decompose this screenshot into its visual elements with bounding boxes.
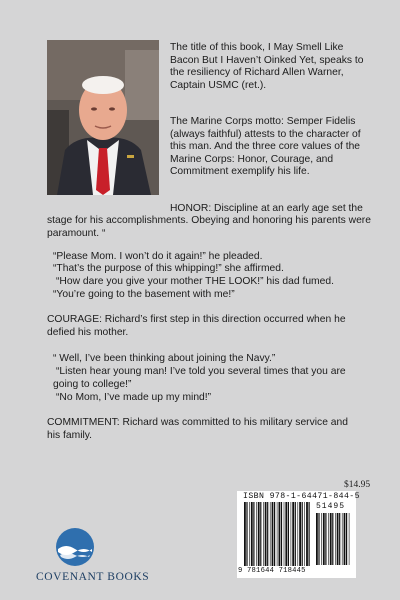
commitment-line: his family. bbox=[47, 430, 93, 441]
ean-bars bbox=[244, 502, 312, 566]
dialogue-line: “You’re going to the basement with me!” bbox=[53, 289, 235, 300]
isbn-text: ISBN 978-1-64471-844-5 bbox=[243, 492, 360, 501]
commitment-line: COMMITMENT: Richard was committed to his military service and bbox=[47, 417, 348, 428]
intro-paragraph: The title of this book, I May Smell Like Bacon But I Haven’t Oinked Yet, speaks to the resiliency of Richard Allen Warner, Captain USMC (ret.). bbox=[170, 42, 364, 91]
dialogue-line: “How dare you give your mother THE LOOK!” his dad fumed. bbox=[56, 276, 334, 287]
barcode-digits: 9 781644 718445 bbox=[238, 567, 306, 575]
author-photo bbox=[47, 40, 159, 195]
honor-line-1: HONOR: Discipline at an early age set the bbox=[170, 203, 363, 214]
dialogue-line: “That’s the purpose of this whipping!” she affirmed. bbox=[53, 263, 284, 274]
motto-paragraph: The Marine Corps motto: Semper Fidelis (always faithful) attests to the character of this man. And the three core values of the Marine Corps: Honor, Courage, and Commitment exemplify his life. bbox=[170, 116, 361, 178]
dialogue-line: “No Mom, I’ve made up my mind!” bbox=[56, 392, 212, 403]
dialogue-line: going to college!” bbox=[53, 379, 132, 390]
barcode bbox=[237, 491, 360, 578]
publisher-name: COVENANT BOOKS bbox=[36, 571, 150, 583]
price-addon-text: 51495 bbox=[316, 502, 346, 511]
price-label: $14.95 bbox=[344, 480, 371, 490]
courage-line: defied his mother. bbox=[47, 327, 129, 338]
addon-bars bbox=[316, 513, 350, 565]
covenant-books-logo-icon bbox=[54, 526, 96, 568]
dialogue-line: “ Well, I’ve been thinking about joining the Navy.” bbox=[53, 353, 276, 364]
courage-line: COURAGE: Richard’s first step in this direction occurred when he bbox=[47, 314, 346, 325]
dialogue-line: “Please Mom. I won’t do it again!” he pleaded. bbox=[53, 251, 263, 262]
honor-line-2: stage for his accomplishments. Obeying and honoring his parents were paramount. “ bbox=[47, 215, 371, 239]
dialogue-line: “Listen hear young man! I’ve told you several times that you are bbox=[56, 366, 346, 377]
